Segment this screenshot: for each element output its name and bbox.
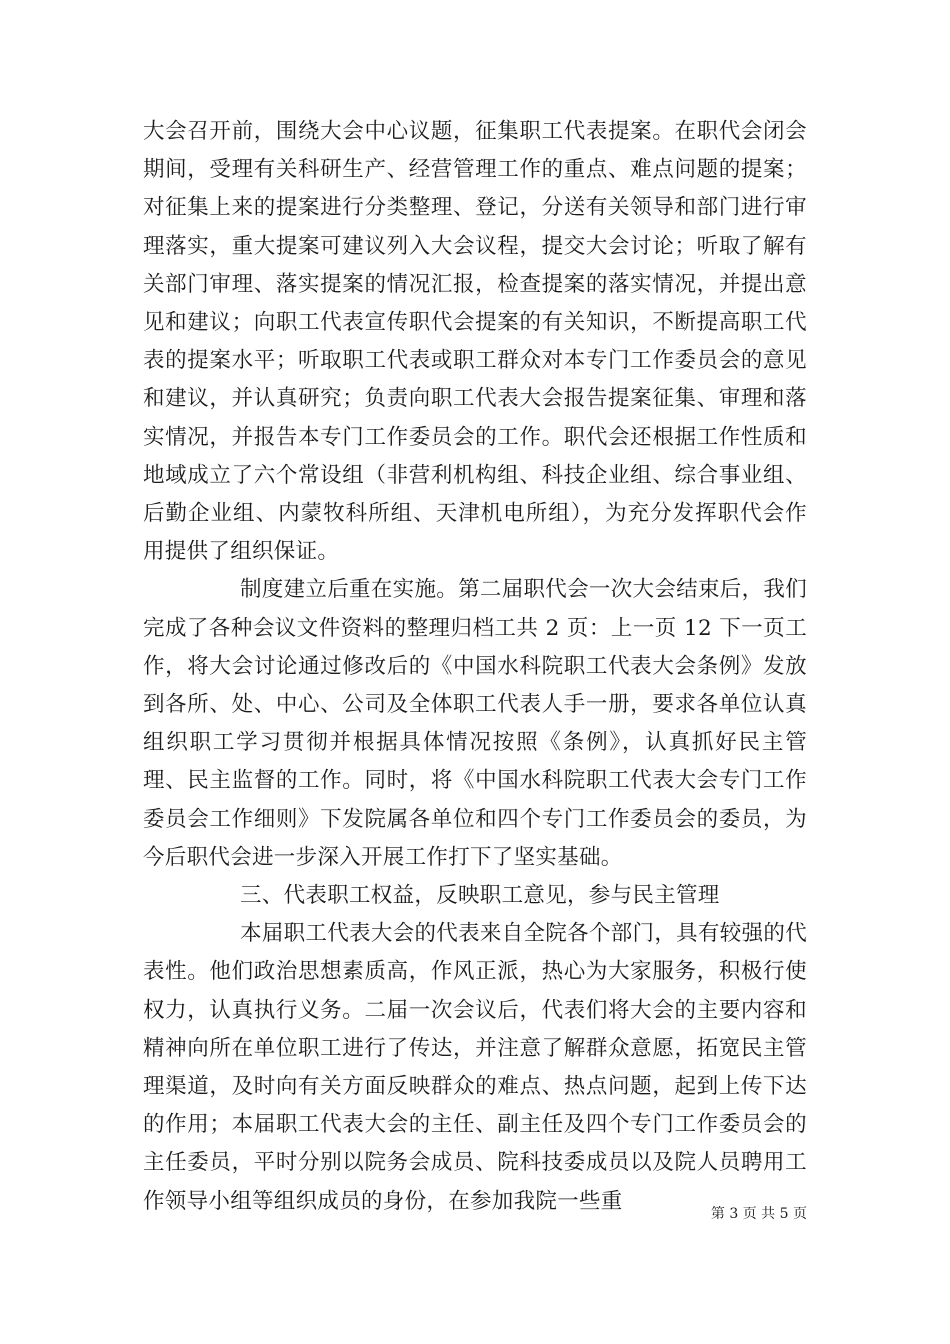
body-paragraph-1: 大会召开前，围绕大会中心议题，征集职工代表提案。在职代会闭会期间，受理有关科研生产、经营管理工作的重点、难点问题的提案；对征集上来的提案进行分类整理、登记，分送有关领导和部门进行审理落实，重大提案可建议列入大会议程，提交大会讨论；听取了解有关部门审理、落实提案的情况汇报，检查提案的落实情况，并提出意见和建议；向职工代表宣传职代会提案的有关知识，不断提高职工代表的提案水平；听取职工代表或职工群众对本专门工作委员会的意见和建议，并认真研究；负责向职工代表大会报告提案征集、审理和落实情况，并报告本专门工作委员会的工作。职代会还根据工作性质和地域成立了六个常设组（非营利机构组、科技企业组、综合事业组、后勤企业组、内蒙牧科所组、天津机电所组），为充分发挥职代会作用提供了组织保证。 bbox=[143, 119, 807, 565]
page-number-footer: 第 3 页 共 5 页 bbox=[710, 1206, 807, 1222]
body-paragraph-2: 制度建立后重在实施。第二届职代会一次大会结束后，我们完成了各种会议文件资料的整理归档工共 2 页：上一页 12 下一页工作，将大会讨论通过修改后的《中国水科院职工代表大会条例》发放到各所、处、中心、公司及全体职工代表人手一册，要求各单位认真组织职工学习贯彻并根据具体情况按照《条例》，认真抓好民主管理、民主监督的工作。同时，将《中国水科院职工代表大会专门工作委员会工作细则》下发院属各单位和四个专门工作委员会的委员，为今后职代会进一步深入开展工作打下了坚实基础。 bbox=[143, 577, 807, 870]
document-body bbox=[143, 113, 807, 1221]
body-paragraph-4: 本届职工代表大会的代表来自全院各个部门，具有较强的代表性。他们政治思想素质高，作风正派，热心为大家服务，积极行使权力，认真执行义务。二届一次会议后，代表们将大会的主要内容和精神向所在单位职工进行了传达，并注意了解群众意愿，拓宽民主管理渠道，及时向有关方面反映群众的难点、热点问题，起到上传下达的作用；本届职工代表大会的主任、副主任及四个专门工作委员会的主任委员，平时分别以院务会成员、院科技委成员以及院人员聘用工作领导小组等组织成员的身份，在参加我院一些重 bbox=[143, 921, 807, 1214]
section-heading-3: 三、代表职工权益，反映职工意见，参与民主管理 bbox=[240, 883, 720, 909]
